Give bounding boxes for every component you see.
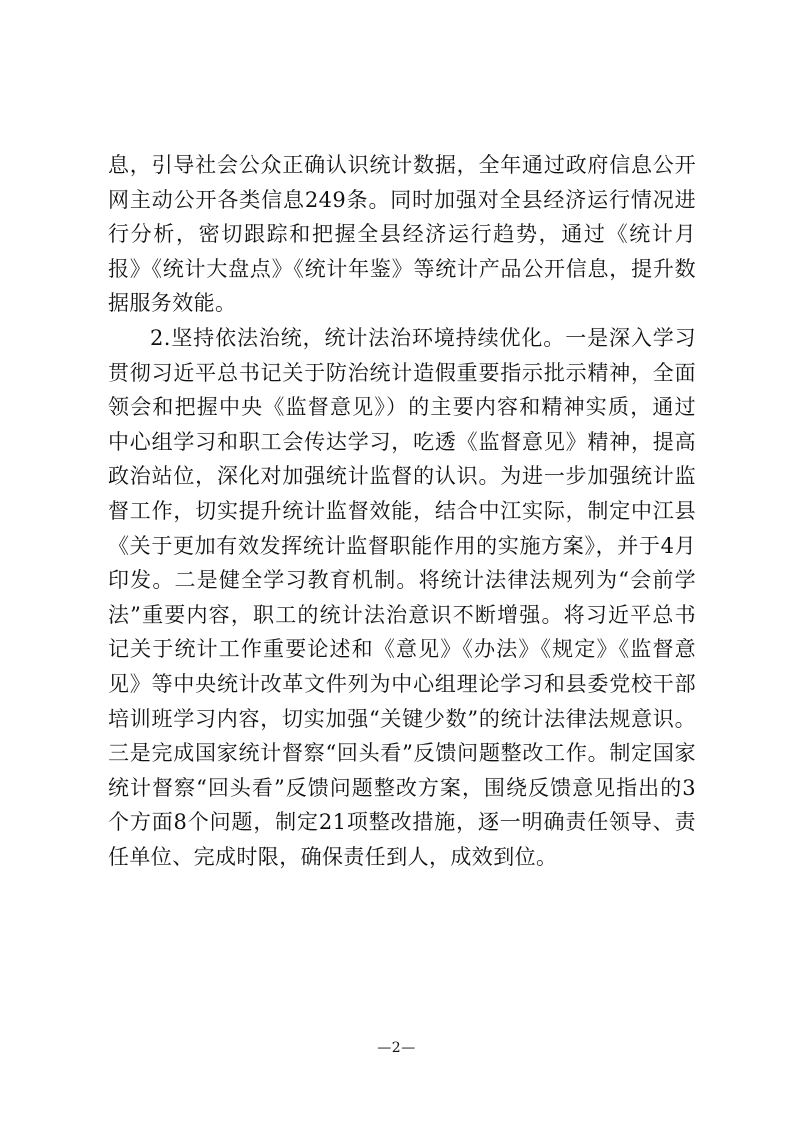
page-number: —2— bbox=[377, 1040, 416, 1056]
paragraph-continuation: 息，引导社会公众正确认识统计数据，全年通过政府信息公开网主动公开各类信息249条。同时加强对全县经济运行情况进行分析，密切跟踪和把握全县经济运行趋势，通过《统计月报》《统计大盘点》《统计年鉴》等统计产品公开信息，提升数据服务效能。 bbox=[108, 153, 696, 316]
document-body bbox=[108, 148, 696, 874]
paragraph-section-2: 2.坚持依法治统，统计法治环境持续优化。一是深入学习贯彻习近平总书记关于防治统计造假重要指示批示精神，全面领会和把握中央《监督意见》）的主要内容和精神实质，通过中心组学习和职工会传达学习，吃透《监督意见》精神，提高政治站位，深化对加强统计监督的认识。为进一步加强统计监督工作，切实提升统计监督效能，结合中江实际，制定中江县《关于更加有效发挥统计监督职能作用的实施方案》，并于4月印发。二是健全学习教育机制。将统计法律法规列为“会前学法”重要内容，职工的统计法治意识不断增强。将习近平总书记关于统计工作重要论述和《意见》《办法》《规定》《监督意见》等中央统计改革文件列为中心组理论学习和县委党校干部培训班学习内容，切实加强“关键少数”的统计法律法规意识。三是完成国家统计督察“回头看”反馈问题整改工作。制定国家统计督察“回头看”反馈问题整改方案，围绕反馈意见指出的3个方面8个问题，制定21项整改措施，逐一明确责任领导、责任单位、完成时限，确保责任到人，成效到位。 bbox=[108, 325, 696, 869]
